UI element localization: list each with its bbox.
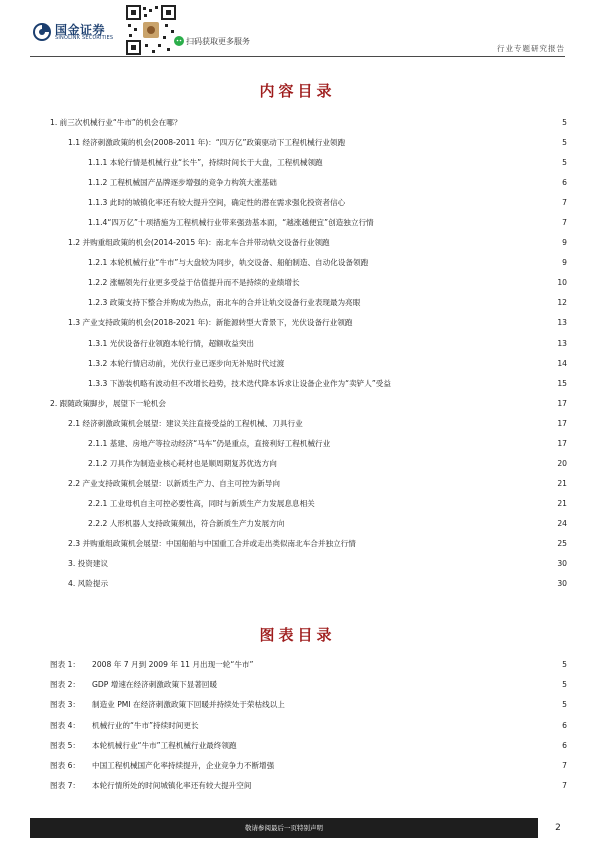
toc-entry[interactable]	[48, 374, 567, 394]
toc-entry[interactable]	[48, 193, 567, 213]
toc-heading: 内容目录	[259, 82, 336, 100]
figure-entry-label: 图表 5：	[50, 740, 81, 750]
figure-entry-text: 本轮行情所处的时间城镇化率还有较大提升空间	[92, 781, 252, 791]
toc-entry[interactable]	[48, 173, 567, 193]
toc-entry[interactable]	[48, 293, 567, 313]
toc-entry[interactable]	[48, 434, 567, 454]
wechat-icon	[174, 36, 184, 46]
toc-entry-page: 5	[562, 138, 567, 148]
toc-entry-text: 1.3.3 下游装机略有波动但不改增长趋势，技术迭代降本诉求让设备企业作为“卖铲人”受益	[88, 378, 391, 388]
toc-entry-page: 17	[557, 418, 567, 428]
figure-entry-label: 图表 1：	[50, 660, 81, 669]
toc-entry-text: 1.2.3 政策支持下整合并购成为热点，南北车的合并让轨交设备行业表现最为亮眼	[88, 298, 361, 308]
figure-entry-label: 图表 3：	[50, 700, 81, 710]
toc-entry-text: 1.1.2 工程机械国产品牌逐步增强的竞争力构筑大涨基础	[88, 178, 277, 188]
toc-entry-page: 30	[557, 579, 567, 589]
scan-for-more-text: 扫码获取更多服务	[186, 37, 250, 46]
toc-entry-text: 1.1 经济刺激政策的机会(2008-2011 年)：“四万亿”政策驱动下工程机械行业领跑	[68, 138, 346, 148]
company-logo	[32, 20, 118, 46]
figure-entry-page: 5	[562, 700, 567, 710]
toc-entry-text: 2.2.2 人形机器人支持政策频出，符合新质生产力发展方向	[88, 518, 285, 528]
toc-entry-text: 3. 投资建议	[68, 559, 109, 569]
figure-list	[48, 655, 567, 796]
toc-entry-page: 5	[562, 118, 567, 127]
toc-entry-text: 2.3 并购重组政策机会展望：中国船舶与中国重工合并或走出类似南北车合并独立行情	[68, 538, 356, 548]
toc-entry[interactable]	[48, 494, 567, 514]
toc-entry-text: 1.2.1 本轮机械行业“牛市”与大盘较为同步，轨交设备、船舶制造、自动化设备领跑	[88, 258, 369, 268]
logo-cn-text: 国金证券	[55, 23, 106, 37]
toc-entry-text: 2.2.1 工业母机自主可控必要性高，同时与新质生产力发展息息相关	[88, 498, 315, 508]
toc-entry-page: 7	[562, 218, 567, 228]
figure-entry-label: 图表 2：	[50, 680, 81, 690]
toc-entry-page: 6	[562, 178, 567, 188]
toc-entry[interactable]	[48, 414, 567, 434]
toc-entry-page: 12	[557, 298, 567, 308]
toc-entry[interactable]	[48, 334, 567, 354]
figure-entry[interactable]	[48, 695, 567, 715]
toc-entry-text: 4. 风险提示	[68, 579, 109, 589]
figure-entry-text: 制造业 PMI 在经济刺激政策下回暖并持续处于荣枯线以上	[92, 700, 285, 710]
toc-entry-page: 30	[557, 559, 567, 569]
toc-entry[interactable]	[48, 253, 567, 273]
figure-entry-label: 图表 7：	[50, 781, 81, 791]
page-number: 2	[555, 823, 561, 833]
figure-entry[interactable]	[48, 655, 567, 675]
qr-code-icon[interactable]	[125, 4, 177, 56]
report-type-label: 行业专题研究报告	[497, 44, 565, 53]
toc-entry-page: 24	[557, 518, 567, 528]
toc-entry-text: 2.1.1 基建、房地产等拉动经济“马车”仍是重点，直接利好工程机械行业	[88, 438, 331, 448]
toc-entry-text: 1.3 产业支持政策的机会(2018-2021 年)：新能源转型大背景下，光伏设备行业领跑	[68, 318, 353, 328]
toc-entry-text: 1. 前三次机械行业“牛市”的机会在哪？	[50, 118, 182, 127]
toc-entry-page: 25	[557, 538, 567, 548]
toc-entry[interactable]	[48, 454, 567, 474]
figure-entry-label: 图表 6：	[50, 760, 81, 770]
toc-entry-page: 13	[557, 318, 567, 328]
toc-entry-text: 2. 跟随政策脚步，展望下一轮机会	[50, 398, 166, 408]
figure-entry-text: 中国工程机械国产化率持续提升，企业竞争力不断增强	[92, 760, 275, 770]
figure-entry-page: 6	[562, 740, 567, 750]
figure-entry-text: 2008 年 7 月到 2009 年 11 月出现一轮“牛市”	[92, 660, 254, 669]
disclaimer-notice: 敬请参阅最后一页特别声明	[245, 824, 323, 832]
figure-entry[interactable]	[48, 756, 567, 776]
toc-entry-page: 9	[562, 238, 567, 248]
toc-entry-page: 21	[557, 498, 567, 508]
logo-en-text: SINOLINK SECURITIES	[55, 35, 114, 41]
figure-entry-page: 7	[562, 760, 567, 770]
toc-entry-page: 9	[562, 258, 567, 268]
toc-entry-text: 2.1.2 刀具作为制造业核心耗材也是顺周期复苏优选方向	[88, 458, 277, 468]
toc-entry[interactable]	[48, 534, 567, 554]
figure-entry-label: 图表 4：	[50, 720, 81, 730]
toc-entry[interactable]	[48, 354, 567, 374]
toc-entry-page: 15	[557, 378, 567, 388]
figure-entry-text: 本轮机械行业“牛市”工程机械行业最终领跑	[92, 740, 237, 750]
sinolink-logo-icon	[32, 22, 52, 42]
toc-entry[interactable]	[48, 153, 567, 173]
toc-entry-page: 7	[562, 198, 567, 208]
toc-entry[interactable]	[48, 133, 567, 153]
toc-entry-text: 1.1.1 本轮行情是机械行业“长牛”，持续时间长于大盘，工程机械领跑	[88, 158, 323, 168]
figure-entry-page: 5	[562, 660, 567, 669]
toc-entry[interactable]	[48, 394, 567, 414]
toc-entry-page: 17	[557, 398, 567, 408]
footer-bar	[30, 818, 538, 838]
figure-entry[interactable]	[48, 776, 567, 796]
figure-entry-text: GDP 增速在经济刺激政策下显著回暖	[92, 680, 218, 690]
toc-entry-text: 2.2 产业支持政策机会展望：以新质生产力、自主可控为新导向	[68, 478, 280, 488]
toc-entry[interactable]	[48, 213, 567, 233]
figure-entry-text: 机械行业的“牛市”持续时间更长	[92, 720, 199, 730]
toc-entry-page: 17	[557, 438, 567, 448]
toc-entry-text: 1.1.3 此时的城镇化率还有较大提升空间，确定性的潜在需求强化投资者信心	[88, 198, 346, 208]
toc-entry-page: 5	[562, 158, 567, 168]
toc-entry[interactable]	[48, 273, 567, 293]
page-header	[0, 0, 595, 60]
toc-entry[interactable]	[48, 554, 567, 574]
toc-entry[interactable]	[48, 574, 567, 594]
toc-entry-page: 21	[557, 478, 567, 488]
toc-entry-text: 1.3.2 本轮行情启动前，光伏行业已逐步向无补贴时代过渡	[88, 358, 285, 368]
toc-entry-text: 1.3.1 光伏设备行业领跑本轮行情，超额收益突出	[88, 338, 255, 348]
toc-entry[interactable]	[48, 313, 567, 333]
figure-entry-page: 6	[562, 720, 567, 730]
toc-entry-page: 14	[557, 358, 567, 368]
toc-entry-text: 1.2.2 涨幅领先行业更多受益于估值提升而不是持续的业绩增长	[88, 278, 300, 288]
table-of-contents	[48, 113, 567, 594]
toc-entry-page: 20	[557, 458, 567, 468]
toc-entry-page: 10	[557, 278, 567, 288]
toc-entry[interactable]	[48, 113, 567, 133]
figure-entry-page: 5	[562, 680, 567, 690]
figure-entry-page: 7	[562, 781, 567, 791]
toc-entry-text: 1.1.4“四万亿”十项措施为工程机械行业带来强劲基本面，“越涨越便宜”创造独立行情	[88, 218, 374, 228]
figure-entry[interactable]	[48, 716, 567, 736]
figure-list-heading: 图表目录	[259, 626, 336, 644]
header-divider	[30, 56, 565, 57]
toc-entry-text: 1.2 并购重组政策的机会(2014-2015 年)：南北车合并带动轨交设备行业领跑	[68, 238, 330, 248]
figure-entry[interactable]	[48, 736, 567, 756]
toc-entry[interactable]	[48, 233, 567, 253]
toc-entry[interactable]	[48, 514, 567, 534]
toc-entry-text: 2.1 经济刺激政策机会展望：建议关注直接受益的工程机械、刀具行业	[68, 418, 303, 428]
figure-entry[interactable]	[48, 675, 567, 695]
toc-entry[interactable]	[48, 474, 567, 494]
toc-entry-page: 13	[557, 338, 567, 348]
